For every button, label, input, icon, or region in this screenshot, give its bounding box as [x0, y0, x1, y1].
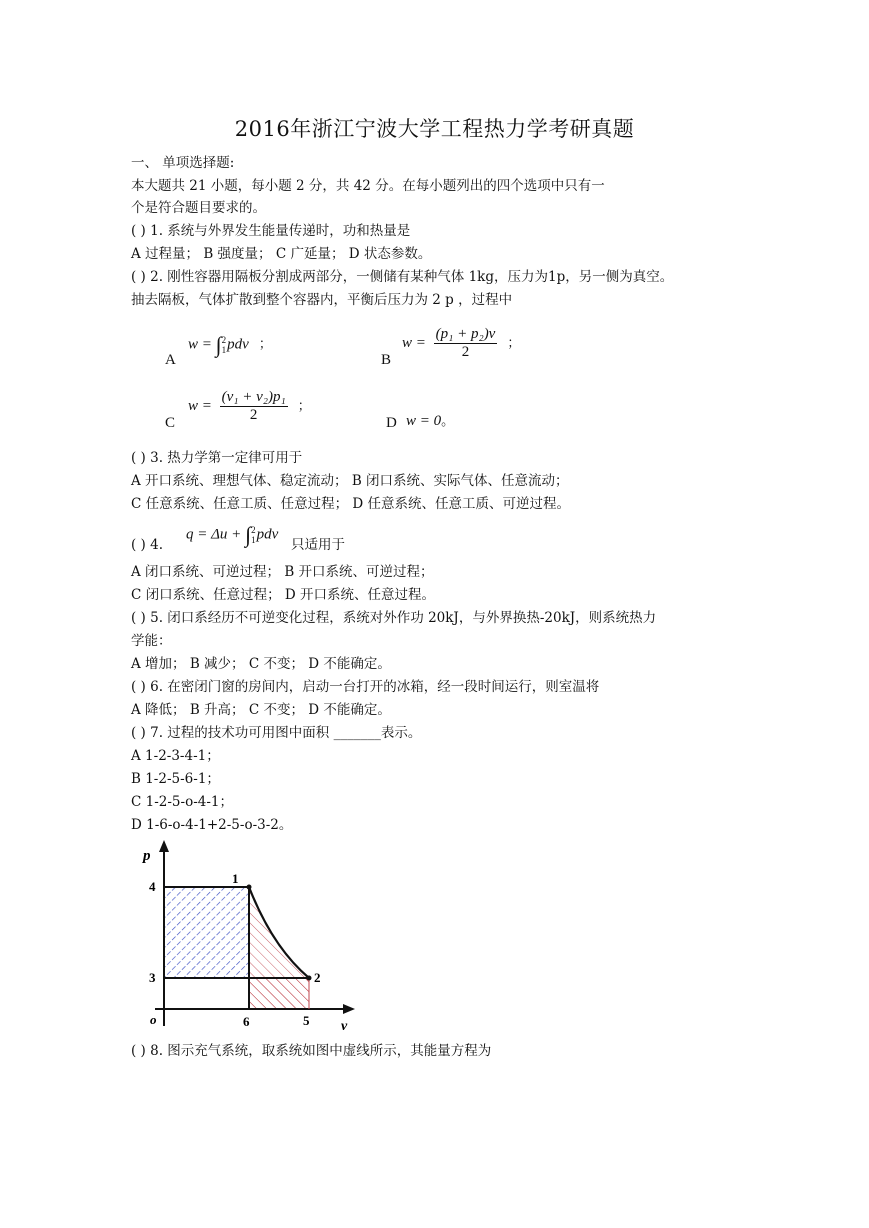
- q6-options: A 降低； B 升高； C 不变； D 不能确定。: [131, 702, 391, 718]
- label-v: v: [341, 1019, 348, 1034]
- q1-stem: ( ) 1. 系统与外界发生能量传递时，功和热量是: [131, 223, 411, 239]
- label-5: 5: [303, 1013, 310, 1028]
- q4-options-1: A 闭口系统、可逆过程； B 开口系统、可逆过程；: [131, 564, 434, 580]
- label-o: o: [150, 1012, 157, 1027]
- q7-option-a: A 1-2-3-4-1；: [131, 748, 220, 764]
- q5-options: A 增加； B 减少； C 不变； D 不能确定。: [131, 656, 391, 672]
- q2-stem-2: 抽去隔板，气体扩散到整个容器内，平衡后压力为 2 p ，过程中: [131, 292, 513, 308]
- integral-sign: ∫: [215, 332, 222, 357]
- q3-stem: ( ) 3. 热力学第一定律可用于: [131, 450, 303, 466]
- section-heading: 一、 单项选择题:: [131, 155, 235, 171]
- label-p: p: [143, 848, 151, 864]
- area-3-2-5-6: [249, 978, 309, 1009]
- integral-sign: ∫: [245, 522, 252, 547]
- q2-option-b-formula: w = $\frac{\text{(p₁ + p₂)v}}{2}$ ；: [402, 326, 521, 360]
- p-axis-arrow: [159, 840, 169, 852]
- q2-option-a-formula: w = ∫ 2 1 pdv ；: [188, 332, 272, 357]
- point-1: [247, 885, 252, 890]
- q4-suffix: 只适用于: [291, 537, 345, 553]
- q2-option-c-formula: w = $\frac{\text{(v₁ + v₂)p₁}}{2}$ ；: [188, 389, 311, 423]
- q8-stem: ( ) 8. 图示充气系统，取系统如图中虚线所示，其能量方程为: [131, 1043, 492, 1059]
- label-6: 6: [243, 1014, 250, 1029]
- q2-option-d-formula: w = 0。: [406, 413, 455, 429]
- q2-option-b-label: B: [381, 352, 392, 368]
- label-3: 3: [149, 970, 156, 985]
- v-axis-arrow: [343, 1004, 355, 1014]
- q6-stem: ( ) 6. 在密闭门窗的房间内，启动一台打开的冰箱，经一段时间运行，则室温将: [131, 679, 600, 695]
- page-title: 2016年浙江宁波大学工程热力学考研真题: [234, 117, 635, 141]
- q2-option-d-label: D: [386, 415, 397, 431]
- q7-option-c: C 1-2-5-o-4-1；: [131, 794, 234, 810]
- label-2: 2: [314, 970, 321, 985]
- q5-stem-1: ( ) 5. 闭口系经历不可逆变化过程，系统对外作功 20kJ，与外界换热-20kJ，则系统热力: [131, 610, 657, 626]
- q5-stem-2: 学能：: [131, 633, 172, 649]
- q4-prefix: ( ) 4.: [131, 537, 163, 553]
- q7-option-d: D 1-6-o-4-1+2-5-o-3-2。: [131, 817, 293, 833]
- q7-option-b: B 1-2-5-6-1；: [131, 771, 220, 787]
- q4-formula: q = Δu + ∫ 2 1 pdv: [186, 522, 279, 547]
- q2-option-a-label: A: [165, 352, 176, 368]
- instructions-line-1: 本大题共 21 小题，每小题 2 分，共 42 分。在每小题列出的四个选项中只有一: [131, 178, 605, 194]
- label-1: 1: [232, 871, 239, 886]
- q3-options-2: C 任意系统、任意工质、任意过程； D 任意系统、任意工质、可逆过程。: [131, 496, 571, 512]
- q3-options-1: A 开口系统、理想气体、稳定流动； B 闭口系统、实际气体、任意流动；: [131, 473, 569, 489]
- area-1-4-3-6: [164, 887, 249, 978]
- point-2: [307, 976, 312, 981]
- label-4: 4: [149, 879, 156, 894]
- q4-options-2: C 闭口系统、任意过程； D 开口系统、任意过程。: [131, 587, 436, 603]
- instructions-line-2: 个是符合题目要求的。: [131, 200, 266, 216]
- q1-options: A 过程量； B 强度量； C 广延量； D 状态参数。: [131, 246, 432, 262]
- q7-stem: ( ) 7. 过程的技术功可用图中面积 _______表示。: [131, 725, 422, 741]
- pv-diagram: [135, 838, 365, 1038]
- q2-option-c-label: C: [165, 415, 176, 431]
- q2-stem-1: ( ) 2. 刚性容器用隔板分割成两部分，一侧储有某种气体 1kg，压力为1p，另一侧为真空。: [131, 269, 674, 285]
